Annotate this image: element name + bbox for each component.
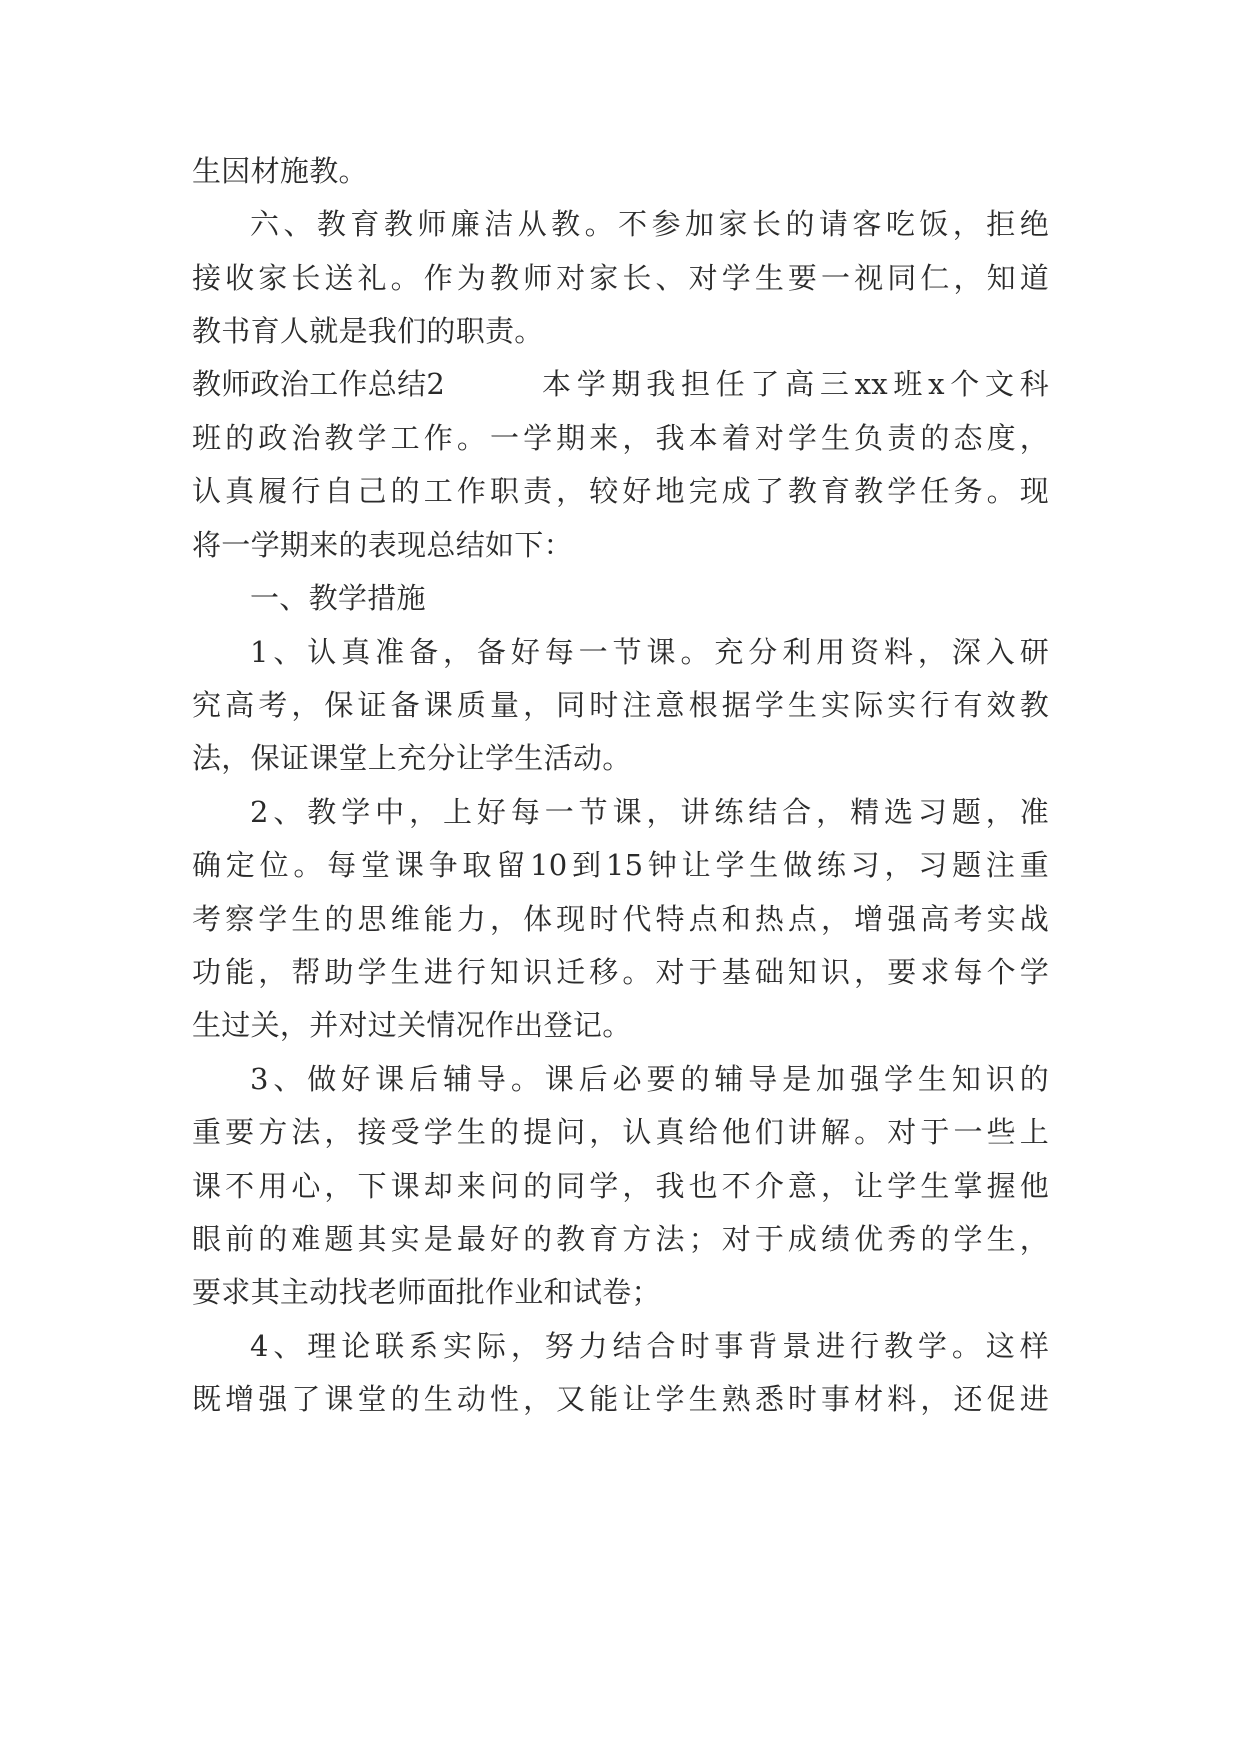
paragraph-text: 本学期我担任了高三xx班x个文科 <box>542 367 1049 401</box>
paragraph-line: 六、教育教师廉洁从教。不参加家长的请客吃饭，拒绝 <box>250 207 1049 241</box>
paragraph-line: 考察学生的思维能力，体现时代特点和热点，增强高考实战 <box>192 902 1049 936</box>
paragraph-line: 将一学期来的表现总结如下： <box>192 528 573 562</box>
paragraph-line: 班的政治教学工作。一学期来，我本着对学生负责的态度， <box>192 421 1049 455</box>
paragraph-line: 接收家长送礼。作为教师对家长、对学生要一视同仁，知道 <box>192 261 1049 295</box>
paragraph-line: 确定位。每堂课争取留10到15钟让学生做练习，习题注重 <box>192 848 1049 882</box>
paragraph-line: 既增强了课堂的生动性，又能让学生熟悉时事材料，还促进 <box>192 1382 1049 1416</box>
paragraph-line: 课不用心，下课却来问的同学，我也不介意，让学生掌握他 <box>192 1169 1049 1203</box>
paragraph-line: 4、理论联系实际，努力结合时事背景进行教学。这样 <box>250 1329 1049 1363</box>
paragraph-line: 3、做好课后辅导。课后必要的辅导是加强学生知识的 <box>250 1062 1049 1096</box>
section-heading-line <box>192 364 1049 404</box>
paragraph-line: 2、教学中，上好每一节课，讲练结合，精选习题，准 <box>250 795 1049 829</box>
paragraph-line: 功能，帮助学生进行知识迁移。对于基础知识，要求每个学 <box>192 955 1049 989</box>
paragraph-line: 法，保证课堂上充分让学生活动。 <box>192 741 632 775</box>
paragraph-line: 究高考，保证备课质量，同时注意根据学生实际实行有效教 <box>192 688 1049 722</box>
paragraph-line: 教书育人就是我们的职责。 <box>192 314 544 348</box>
paragraph-line: 生过关，并对过关情况作出登记。 <box>192 1008 632 1042</box>
section-title: 一、教学措施 <box>250 581 426 615</box>
paragraph-line: 生因材施教。 <box>192 154 368 188</box>
paragraph-line: 眼前的难题其实是最好的教育方法；对于成绩优秀的学生， <box>192 1222 1049 1256</box>
document-heading: 教师政治工作总结2 <box>192 367 446 401</box>
paragraph-line: 1、认真准备，备好每一节课。充分利用资料，深入研 <box>250 635 1049 669</box>
paragraph-line: 要求其主动找老师面批作业和试卷； <box>192 1275 661 1309</box>
paragraph-line: 重要方法，接受学生的提问，认真给他们讲解。对于一些上 <box>192 1115 1049 1149</box>
paragraph-line: 认真履行自己的工作职责，较好地完成了教育教学任务。现 <box>192 474 1049 508</box>
